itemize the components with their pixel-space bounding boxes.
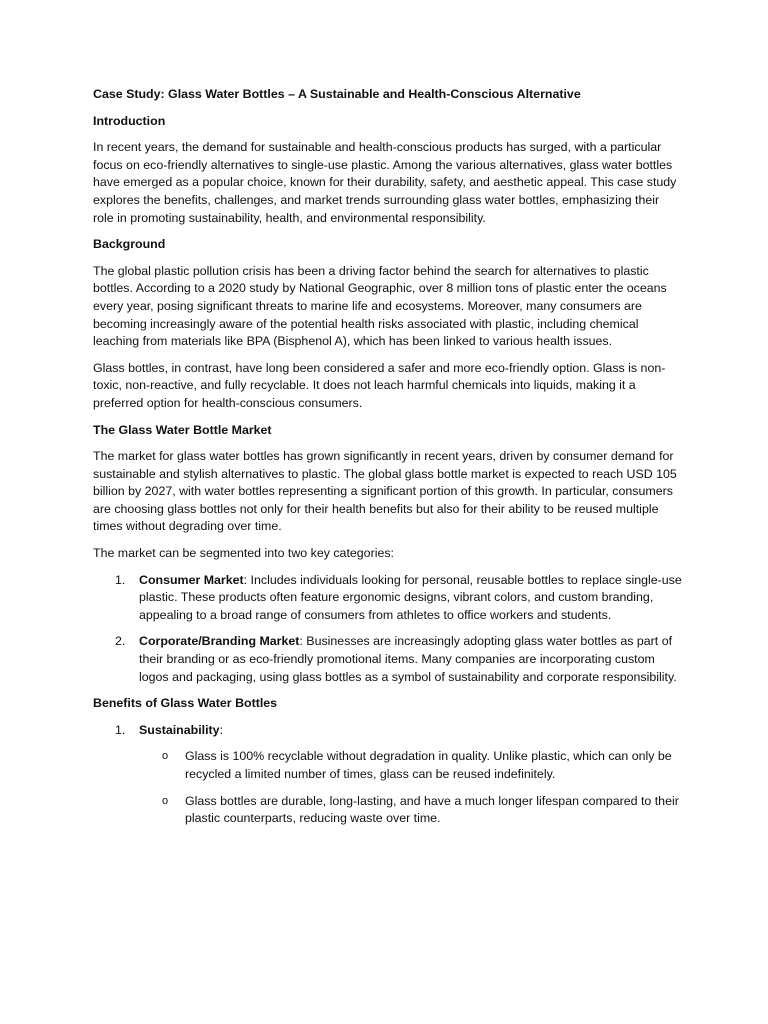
bullet-icon: o [162,750,169,763]
sub-list-text: Glass bottles are durable, long-lasting, and have a much longer lifespan compared to their plastic counterparts, reducing waste over time. [185,793,679,826]
list-item-label: Consumer Market [139,572,244,587]
list-item [93,722,683,828]
sub-list-item [139,793,683,828]
list-item-suffix: : [219,722,224,737]
sub-list-text: Glass is 100% recyclable without degradation in quality. Unlike plastic, which can only be recycled a limited number of times, glass can be reused indefinitely. [185,749,672,781]
list-item-label: Corporate/Branding Market [139,634,300,649]
list-number: 2. [115,634,126,649]
background-paragraph-1: The global plastic pollution crisis has been a driving factor behind the search for alternatives to plastic bottles. According to a 2020 study by National Geographic, over 8 million tons of plastic enter the oceans every year, posing significant threats to marine life and ecosystems. Moreover, many consumers are becoming increasingly aware of the potential health risks associated with plastic, including chemical leaching from materials like BPA (Bisphenol A), which has been linked to various health issues. [93,263,667,349]
document-title: Case Study: Glass Water Bottles – A Sustainable and Health-Conscious Alternative [93,87,581,101]
list-number: 1. [115,572,126,587]
introduction-paragraph: In recent years, the demand for sustainable and health-conscious products has surged, with a particular focus on eco-friendly alternatives to single-use plastic. Among the various alternatives, glass water bottles have emerged as a popular choice, known for their durability, safety, and aesthetic appeal. This case study explores the benefits, challenges, and market trends surrounding glass water bottles, emphasizing their role in promoting sustainability, health, and environmental responsibility. [93,140,677,225]
heading-market: The Glass Water Bottle Market [93,422,272,437]
heading-introduction: Introduction [93,113,166,128]
background-paragraph-2: Glass bottles, in contrast, have long been considered a safer and more eco-friendly option. Glass is non-toxic, non-reactive, and fully recyclable. It does not leach harmful chemicals into liquids, making it a preferred option for health-conscious consumers. [93,360,666,410]
document-page [93,86,683,837]
list-item-label: Sustainability [139,722,220,737]
sub-list-item [139,748,683,783]
market-segments-list [93,572,683,687]
list-item [93,572,683,625]
market-paragraph-2: The market can be segmented into two key categories: [93,546,394,561]
market-paragraph-1: The market for glass water bottles has grown significantly in recent years, driven by consumer demand for sustainable and stylish alternatives to plastic. The global glass bottle market is expected to reach USD 105 billion by 2027, with water bottles representing a significant portion of this growth. In particular, consumers are choosing glass bottles not only for their health benefits but also for their ability to be reused multiple times without degrading over time. [93,449,677,534]
heading-background: Background [93,237,166,252]
heading-benefits: Benefits of Glass Water Bottles [93,696,278,711]
list-number: 1. [115,722,126,737]
benefits-list [93,722,683,828]
list-item [93,633,683,686]
list-item-text: : Includes individuals looking for personal, reusable bottles to replace single-use plastic. These products often feature ergonomic designs, vibrant colors, and custom branding, appealing to a broad range of consumers from athletes to office workers and students. [139,572,682,622]
list-item-text: : Businesses are increasingly adopting glass water bottles as part of their branding or as eco-friendly promotional items. Many companies are incorporating custom logos and packaging, using glass bottles as a symbol of sustainability and corporate responsibility. [139,634,677,684]
sustainability-sublist [139,748,683,827]
bullet-icon: o [162,794,169,807]
